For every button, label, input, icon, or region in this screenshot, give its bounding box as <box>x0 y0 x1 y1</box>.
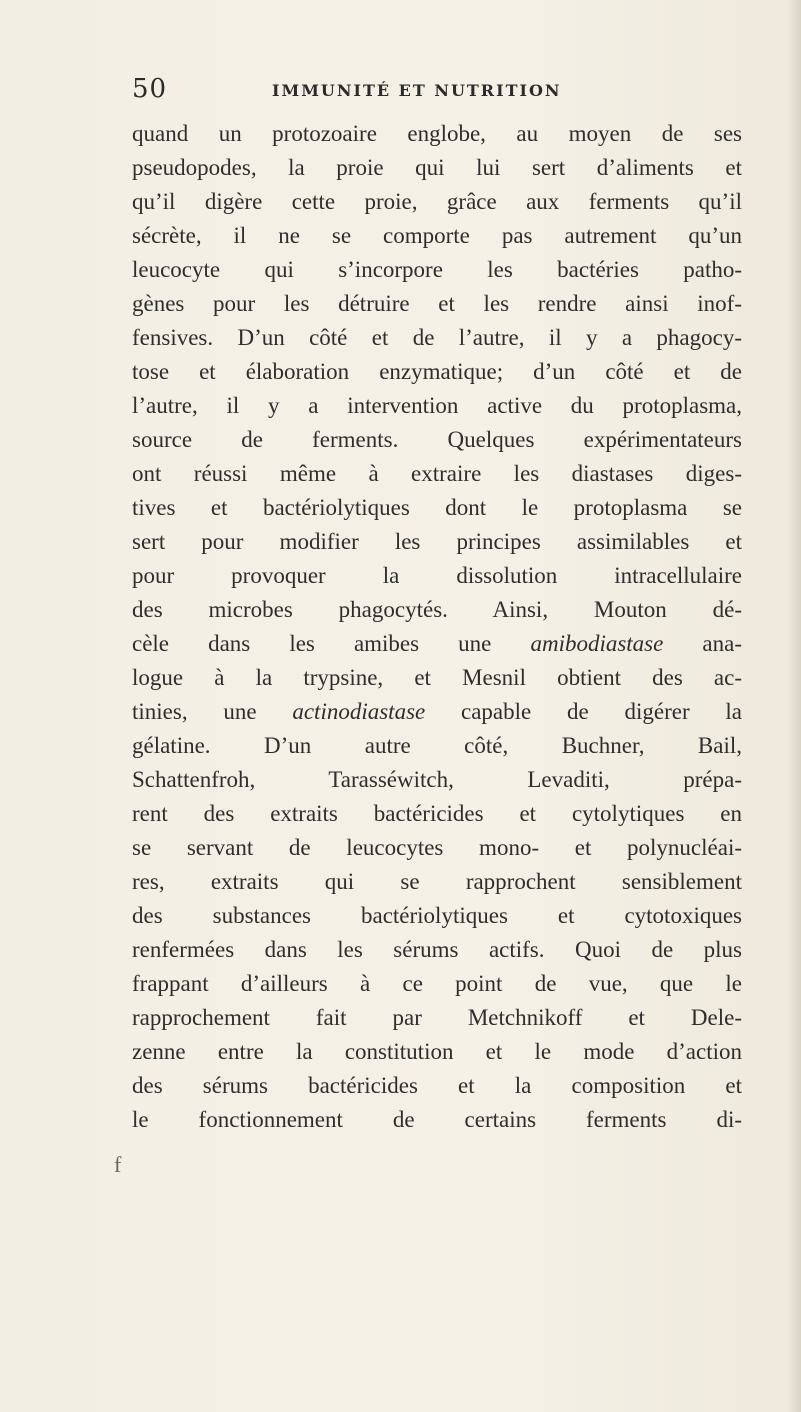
page-header <box>132 74 742 110</box>
text-line: tose et élaboration enzymatique; d’un côté et de <box>132 359 742 384</box>
text-line: pour provoquer la dissolution intracellulaire <box>132 563 742 588</box>
page-number: 50 <box>132 74 168 104</box>
text-line: pseudopodes, la proie qui lui sert d’aliments et <box>132 155 742 180</box>
text-line: rapprochement fait par Metchnikoff et Dele- <box>132 1005 742 1030</box>
text-line: sert pour modifier les principes assimilables et <box>132 529 742 554</box>
text-line: se servant de leucocytes mono- et polynucléai- <box>132 835 742 860</box>
text-line: fensives. D’un côté et de l’autre, il y a phagocy- <box>132 325 742 350</box>
text-line: logue à la trypsine, et Mesnil obtient des ac- <box>132 665 742 690</box>
text-line: qu’il digère cette proie, grâce aux ferments qu’il <box>132 189 742 214</box>
text-line: le fonctionnement de certains ferments di- <box>132 1107 742 1132</box>
text-line: des microbes phagocytés. Ainsi, Mouton dé- <box>132 597 742 622</box>
text-line: frappant d’ailleurs à ce point de vue, que le <box>132 971 742 996</box>
running-head: IMMUNITÉ ET NUTRITION <box>272 81 562 100</box>
text-line: source de ferments. Quelques expérimentateurs <box>132 427 742 452</box>
text-line: res, extraits qui se rapprochent sensiblement <box>132 869 742 894</box>
text-line: tives et bactériolytiques dont le protoplasma se <box>132 495 742 520</box>
text-line: des substances bactériolytiques et cytotoxiques <box>132 903 742 928</box>
body-text <box>132 117 742 1137</box>
text-line: gélatine. D’un autre côté, Buchner, Bail, <box>132 733 742 758</box>
text-line: zenne entre la constitution et le mode d’action <box>132 1039 742 1064</box>
text-line: Schattenfroh, Tarasséwitch, Levaditi, prépa- <box>132 767 742 792</box>
italic-term: actinodiastase <box>292 699 426 724</box>
text-line: tinies, une actinodiastase capable de digérer la <box>132 699 742 724</box>
text-line: ont réussi même à extraire les diastases diges- <box>132 461 742 486</box>
margin-mark: f <box>114 1152 122 1177</box>
text-line: cèle dans les amibes une amibodiastase ana- <box>132 631 742 656</box>
italic-term: amibodiastase <box>530 631 664 656</box>
text-line: gènes pour les détruire et les rendre ainsi inof- <box>132 291 742 316</box>
text-line: quand un protozoaire englobe, au moyen de ses <box>132 121 742 146</box>
page-edge-shadow <box>787 0 801 1412</box>
text-line: leucocyte qui s’incorpore les bactéries patho- <box>132 257 742 282</box>
text-line: l’autre, il y a intervention active du protoplasma, <box>132 393 742 418</box>
text-line: rent des extraits bactéricides et cytolytiques en <box>132 801 742 826</box>
text-line: renfermées dans les sérums actifs. Quoi de plus <box>132 937 742 962</box>
text-line: des sérums bactéricides et la composition et <box>132 1073 742 1098</box>
text-line: sécrète, il ne se comporte pas autrement qu’un <box>132 223 742 248</box>
